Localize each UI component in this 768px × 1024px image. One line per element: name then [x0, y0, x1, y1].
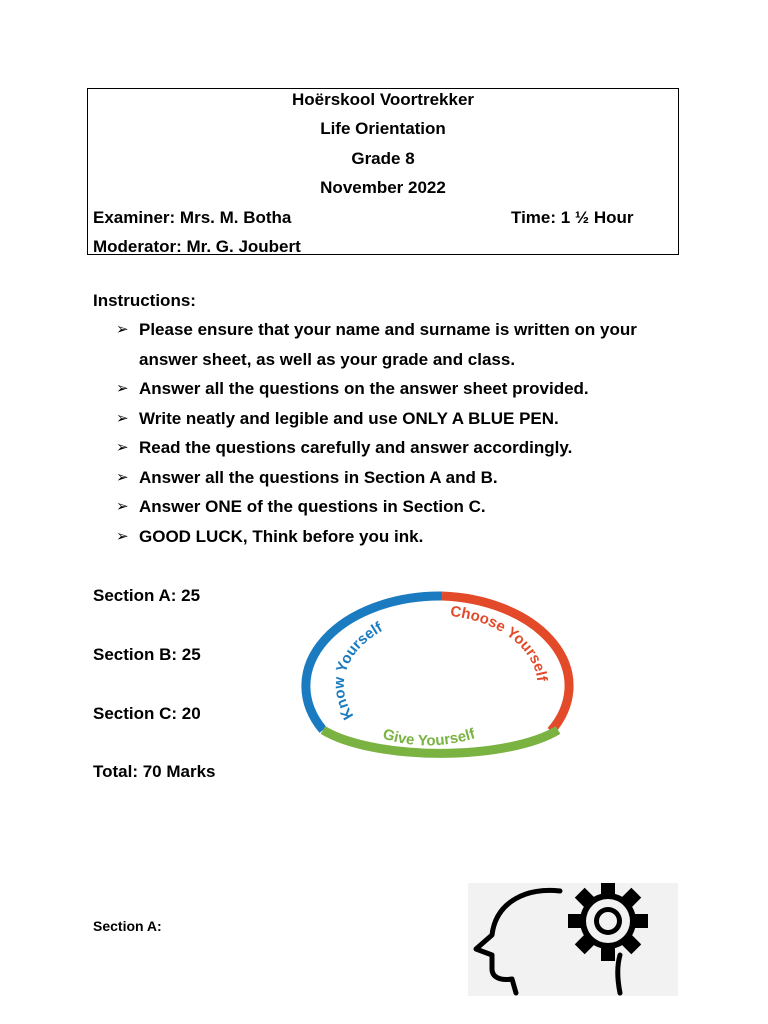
instruction-item: Answer all the questions in Section A and B.: [139, 468, 498, 487]
instruction-item: answer sheet, as well as your grade and class.: [139, 350, 516, 369]
section-a-heading: Section A:: [93, 918, 162, 934]
choose-yourself-label: Choose Yourself: [449, 603, 551, 683]
instruction-item: Write neatly and legible and use ONLY A BLUE PEN.: [139, 409, 559, 428]
bullet-arrow-icon: ➢: [116, 498, 129, 515]
give-yourself-label: Give Yourself: [380, 725, 477, 750]
instruction-item: Please ensure that your name and surname is written on your: [139, 320, 637, 339]
section-a-marks: Section A: 25: [93, 586, 201, 605]
know-choose-give-circle-graphic: [300, 588, 584, 784]
know-yourself-label: Know Yourself: [330, 619, 386, 723]
time-label: Time: 1 ½ Hour: [511, 208, 634, 227]
gear-icon: [568, 883, 648, 961]
exam-header-box: [87, 88, 679, 255]
section-c-marks: Section C: 20: [93, 704, 201, 723]
grade-label: Grade 8: [351, 149, 415, 168]
instructions-title: Instructions:: [93, 291, 196, 310]
bullet-arrow-icon: ➢: [116, 321, 129, 338]
bullet-arrow-icon: ➢: [116, 380, 129, 397]
total-marks: Total: 70 Marks: [93, 762, 216, 781]
school-name: Hoërskool Voortrekker: [291, 90, 475, 109]
instruction-item: Answer all the questions on the answer sheet provided.: [139, 379, 589, 398]
examiner-label: Examiner: Mrs. M. Botha: [93, 208, 292, 227]
bullet-arrow-icon: ➢: [116, 410, 129, 427]
section-b-marks: Section B: 25: [93, 645, 201, 664]
subject-name: Life Orientation: [320, 119, 446, 138]
instruction-item: GOOD LUCK, Think before you ink.: [139, 527, 424, 546]
bullet-arrow-icon: ➢: [116, 439, 129, 456]
exam-date: November 2022: [320, 178, 446, 197]
head-gear-icon: [468, 883, 678, 996]
bullet-arrow-icon: ➢: [116, 469, 129, 486]
instruction-item: Answer ONE of the questions in Section C.: [139, 497, 486, 516]
bullet-arrow-icon: ➢: [116, 528, 129, 545]
blue-arc: [306, 596, 442, 730]
moderator-label: Moderator: Mr. G. Joubert: [93, 237, 301, 256]
instruction-item: Read the questions carefully and answer accordingly.: [139, 438, 573, 457]
